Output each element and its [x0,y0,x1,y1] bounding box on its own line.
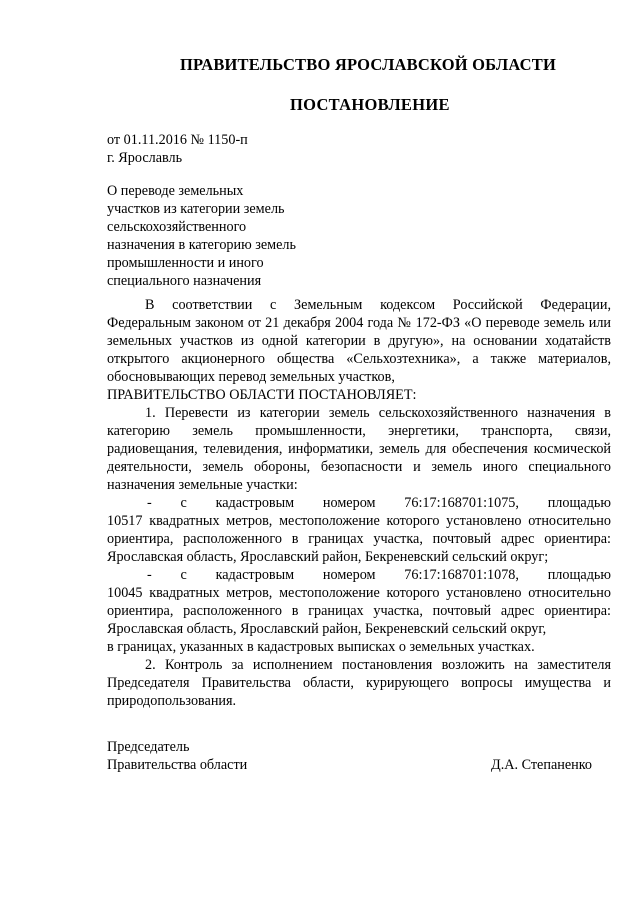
item-2-paragraph: 2. Контроль за исполнением постановления возложить на заместителя Председателя Правительства области, курирующего вопросы имущества и природопользования. [107,657,611,709]
item-1-paragraph: 1. Перевести из категории земель сельскохозяйственного назначения в категорию земель промышленности, энергетики, транспорта, связи, радиовещания, телевидения, информатики, земель для обеспечения космической деятельности, земель обороны, безопасности и земель иного специального назначения земельные участки: [107,405,611,493]
subject-line: О переводе земельных [107,183,244,199]
parcel-2-word: площадью [547,567,611,583]
government-title: ПРАВИТЕЛЬСТВО ЯРОСЛАВСКОЙ ОБЛАСТИ [180,55,557,74]
parcel-1-word: с [180,495,187,511]
parcel-1-word: кадастровым [215,495,295,511]
signatory-name: Д.А. Степаненко [491,757,592,773]
signature-line [107,756,592,774]
resolves-line: ПРАВИТЕЛЬСТВО ОБЛАСТИ ПОСТАНОВЛЯЕТ: [107,387,417,403]
parcel-2-header [107,566,611,584]
city: г. Ярославль [107,150,183,166]
parcel-1-word: площадью [547,495,611,511]
parcel-1-header [107,494,611,512]
preamble-paragraph: В соответствии с Земельным кодексом Российской Федерации, Федеральным законом от 21 декабря 2004 года № 172-ФЗ «О переводе земель или земельных участков из одной категории в другую», на основании ходатайств открытого акционерного общества «Сельхозтехника», а также материалов, обосновывающих перевод земельных участков, [107,297,611,385]
subject-line: сельскохозяйственного [107,219,247,235]
subject-line: назначения в категорию земель [107,237,296,253]
parcel-1-word: номером [322,495,376,511]
parcel-2-word: кадастровым [215,567,295,583]
parcel-2-details: 10045 квадратных метров, местоположение которого установлено относительно ориентира, расположенного в границах участка, почтовый адрес ориентира: Ярославская область, Ярославский район, Бекреневский сельский округ, [107,585,611,637]
parcel-2-word: с [180,567,187,583]
document-type: ПОСТАНОВЛЕНИЕ [290,95,450,114]
signatory-position-line-2: Правительства области [107,757,248,773]
parcel-2-word: номером [322,567,376,583]
subject-line: промышленности и иного [107,255,264,271]
parcel-1-cadastral-number: 76:17:168701:1075, [404,495,519,511]
signature-block [107,738,592,774]
parcel-2-dash: - [147,567,152,583]
boundaries-line: в границах, указанных в кадастровых выписках о земельных участках. [107,639,535,655]
document-body [107,296,611,710]
date-number: от 01.11.2016 № 1150-п [107,132,248,148]
subject-line: участков из категории земель [107,201,285,217]
document-meta [107,131,248,167]
parcel-2-cadastral-number: 76:17:168701:1078, [404,567,519,583]
document-subject [107,182,337,290]
parcel-1-details: 10517 квадратных метров, местоположение которого установлено относительно ориентира, расположенного в границах участка, почтовый адрес ориентира: Ярославская область, Ярославский район, Бекреневский сельский округ; [107,513,611,565]
subject-line: специального назначения [107,273,262,289]
signatory-position-line-1: Председатель [107,739,190,755]
parcel-1-dash: - [147,495,152,511]
